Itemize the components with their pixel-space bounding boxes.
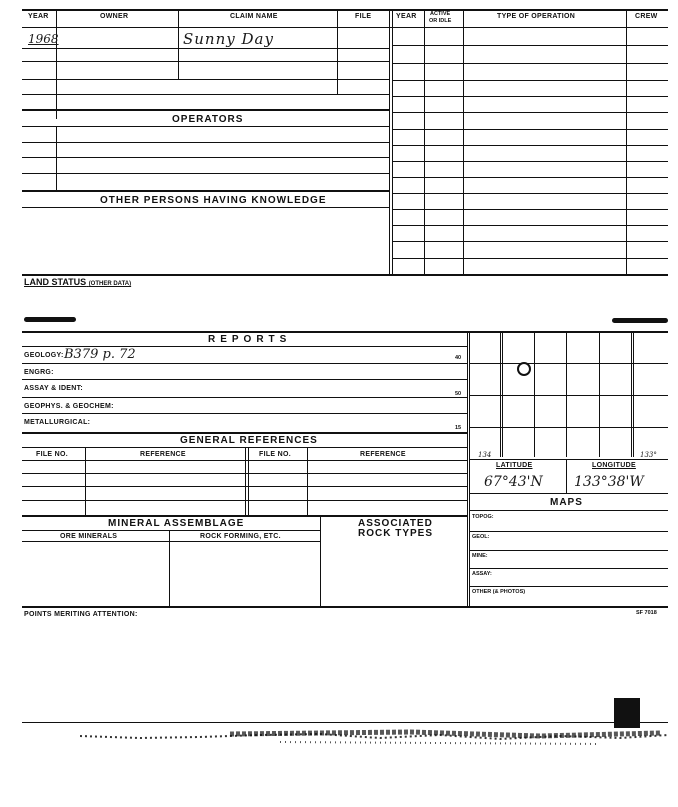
maps-row-assay: ASSAY: <box>472 571 492 577</box>
rule <box>392 45 668 46</box>
header-or-idle: OR IDLE <box>429 18 452 24</box>
rule <box>392 80 668 81</box>
rule <box>245 447 246 515</box>
rule <box>22 173 389 174</box>
rule <box>169 530 170 606</box>
gr-col-file-no: FILE NO. <box>36 451 68 458</box>
rule <box>22 9 668 11</box>
rule <box>469 586 668 587</box>
rule <box>22 397 467 398</box>
maps-row-mine: MINE: <box>472 553 488 559</box>
rule <box>392 63 668 64</box>
rule <box>178 9 179 79</box>
scan-mark <box>24 317 76 322</box>
rule <box>500 331 501 457</box>
report-num: 15 <box>455 425 462 431</box>
rule <box>534 331 535 457</box>
rule <box>392 145 668 146</box>
rule <box>463 9 464 274</box>
rule <box>469 568 668 569</box>
rule <box>599 331 600 457</box>
maps-title: MAPS <box>550 497 583 508</box>
rule <box>22 530 320 531</box>
header-active: ACTIVE <box>430 11 451 17</box>
rule <box>22 94 389 95</box>
grid-left-note: 134 <box>478 451 492 459</box>
land-status-label: LAND STATUS <box>24 277 87 287</box>
ore-minerals-label: ORE MINERALS <box>60 533 118 540</box>
report-num: 40 <box>455 355 462 361</box>
longitude-label: LONGITUDE <box>592 462 636 469</box>
report-label-engrg: ENGRG: <box>24 369 54 376</box>
rule <box>469 331 470 606</box>
rule <box>392 193 668 194</box>
associated-label-2: ROCK TYPES <box>358 528 434 539</box>
rule <box>248 447 249 515</box>
rule <box>626 9 627 274</box>
rule <box>469 395 668 396</box>
gr-col-reference: REFERENCE <box>140 451 186 458</box>
header-type-of-operation: TYPE OF OPERATION <box>497 13 576 20</box>
scan-noise <box>80 726 670 754</box>
header-year: YEAR <box>28 13 49 20</box>
scan-edge-line <box>22 722 668 723</box>
other-persons-label: OTHER PERSONS HAVING KNOWLEDGE <box>100 195 327 206</box>
rule <box>22 27 668 28</box>
rule <box>337 9 338 94</box>
longitude-value: 133°38'W <box>574 474 644 490</box>
rule <box>22 48 389 49</box>
rule <box>22 126 389 127</box>
grid-right-note: 133° <box>640 451 657 459</box>
rule <box>22 274 668 276</box>
rule <box>469 363 668 364</box>
rule <box>469 510 668 511</box>
entry-claim-name: Sunny Day <box>183 30 274 48</box>
rule <box>22 606 668 608</box>
maps-row-topog: TOPOG: <box>472 514 494 520</box>
rule <box>22 541 320 542</box>
header-year-2: YEAR <box>396 13 417 20</box>
header-owner: OWNER <box>100 13 129 20</box>
rule <box>392 177 668 178</box>
rule <box>392 209 668 210</box>
scan-mark <box>612 318 668 323</box>
rule <box>392 96 668 97</box>
location-marker-icon <box>517 362 531 376</box>
rule <box>22 157 389 158</box>
report-label-assay: ASSAY & IDENT: <box>24 385 84 392</box>
maps-row-geol: GEOL: <box>472 534 490 540</box>
rule <box>392 112 668 113</box>
rule <box>566 459 567 493</box>
report-label-geology: GEOLOGY: <box>24 352 64 359</box>
report-label-geophys: GEOPHYS. & GEOCHEM: <box>24 403 114 410</box>
report-value-geology: B379 p. 72 <box>64 347 136 362</box>
rule <box>56 126 57 190</box>
rule <box>389 9 390 274</box>
rule <box>22 379 467 380</box>
header-claim-name: CLAIM NAME <box>230 13 278 20</box>
rule <box>469 531 668 532</box>
rule <box>502 331 503 457</box>
report-num: 50 <box>455 391 462 397</box>
header-file: FILE <box>355 13 372 20</box>
associated-label-1: ASSOCIATED <box>358 518 433 529</box>
header-crew: CREW <box>635 13 658 20</box>
rule <box>469 459 668 460</box>
rule <box>22 331 668 333</box>
report-label-metallurgical: METALLURGICAL: <box>24 419 91 426</box>
reports-title: REPORTS <box>208 334 292 345</box>
rock-forming-label: ROCK FORMING, ETC. <box>200 533 281 540</box>
rule <box>469 493 668 494</box>
rule <box>392 258 668 259</box>
rule <box>22 190 389 192</box>
points-meriting-attention-label: POINTS MERITING ATTENTION: <box>24 611 138 618</box>
rule <box>22 109 389 111</box>
latitude-value: 67°43'N <box>484 474 543 490</box>
rule <box>392 225 668 226</box>
latitude-label: LATITUDE <box>496 462 533 469</box>
rule <box>56 9 57 119</box>
rule <box>22 61 389 62</box>
rule <box>424 9 425 274</box>
general-references-title: GENERAL REFERENCES <box>180 435 318 446</box>
rule <box>22 79 389 80</box>
rule <box>22 413 467 414</box>
rule <box>85 447 86 515</box>
rule <box>392 241 668 242</box>
rule <box>320 515 321 606</box>
maps-row-other: OTHER (& PHOTOS) <box>472 589 526 595</box>
rule <box>633 331 634 457</box>
land-status-sub: (OTHER DATA) <box>88 281 132 287</box>
rule <box>22 207 389 208</box>
rule <box>392 161 668 162</box>
rule <box>467 331 468 606</box>
form-code: SF 7018 <box>636 610 657 616</box>
mineral-assemblage-title: MINERAL ASSEMBLAGE <box>108 518 245 529</box>
rule <box>469 427 668 428</box>
gr-col-file-no-2: FILE NO. <box>259 451 291 458</box>
rule <box>22 432 467 434</box>
rule <box>392 9 393 274</box>
rule <box>22 363 467 364</box>
land-status-heading <box>24 277 131 287</box>
rule <box>392 129 668 130</box>
gr-col-reference-2: REFERENCE <box>360 451 406 458</box>
rule <box>22 515 467 517</box>
rule <box>307 447 308 515</box>
scan-block-mark <box>614 698 640 728</box>
rule <box>469 550 668 551</box>
rule <box>22 142 389 143</box>
rule <box>631 331 632 457</box>
entry-year: 1968 <box>28 32 59 46</box>
operators-label: OPERATORS <box>172 114 244 125</box>
rule <box>566 331 567 457</box>
